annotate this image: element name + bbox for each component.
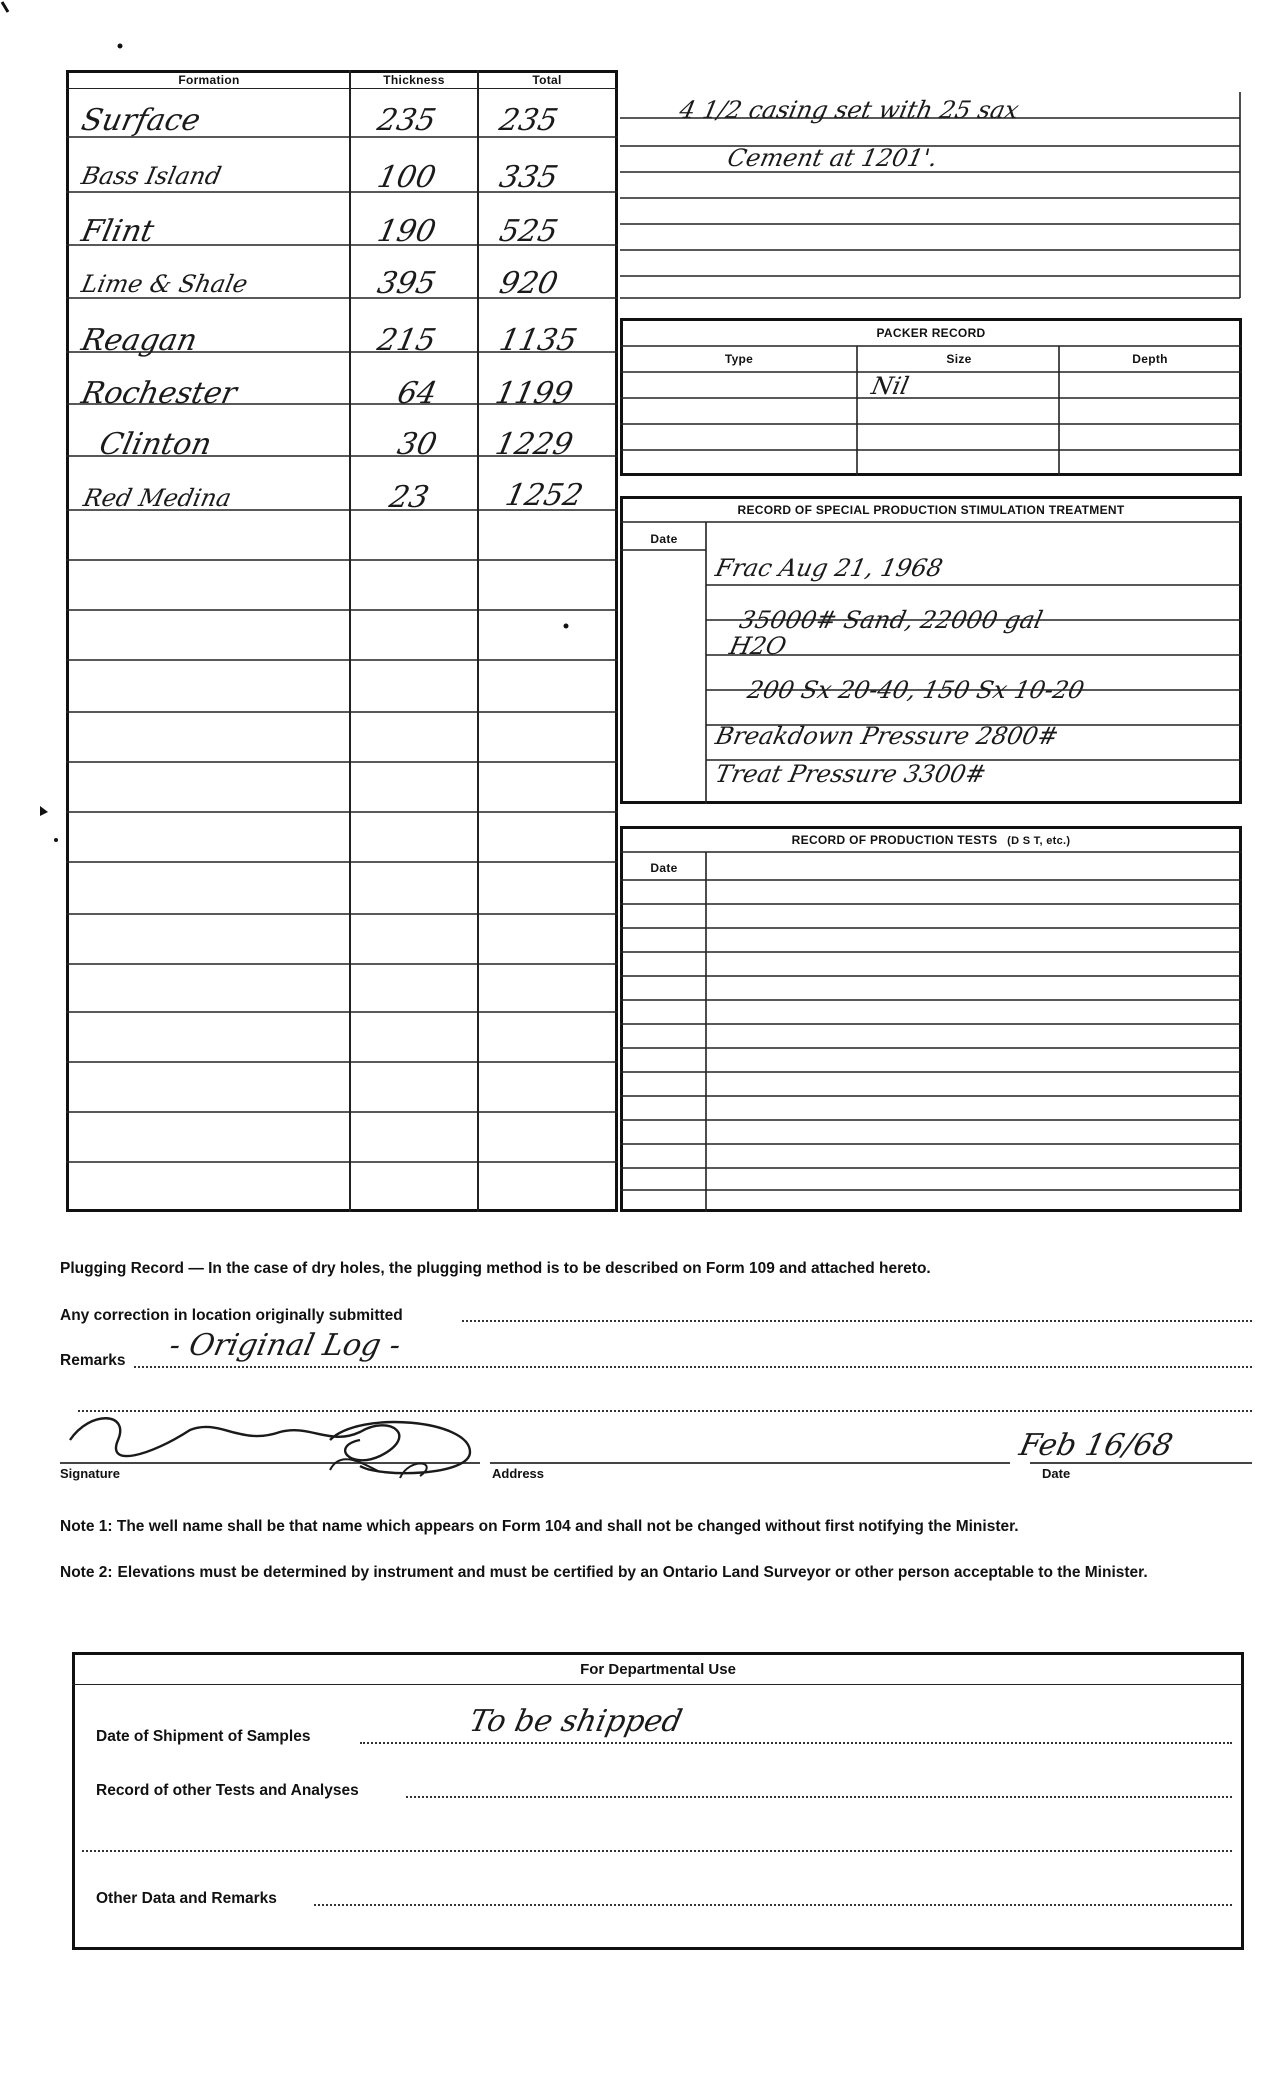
stimulation-line: Breakdown Pressure 2800# [713, 722, 1061, 750]
total-cell: 1229 [492, 427, 577, 462]
note-1-text: The well name shall be that name which appears on Form 104 and shall not be changed without first notifying the Minister. [116, 1518, 1019, 1535]
formation-cell: Reagan [78, 323, 201, 358]
address-label: Address [492, 1466, 545, 1481]
packer-type-header: Type [724, 352, 754, 366]
plugging-record-text: In the case of dry holes, the plugging method is to be described on Form 109 and attached hereto. [208, 1260, 931, 1277]
total-cell: 525 [496, 214, 561, 249]
shipment-line [360, 1742, 1232, 1744]
note-1 [60, 1516, 1250, 1537]
production-tests-title-suffix: (D S T, etc.) [1007, 835, 1071, 847]
plugging-record-dash: — [188, 1260, 209, 1277]
total-cell: 920 [496, 266, 561, 301]
total-cell: 235 [496, 103, 561, 138]
shipment-value: To be shipped [466, 1704, 686, 1739]
formation-cell: Lime & Shale [79, 270, 251, 298]
stimulation-line: 200 Sx 20-40, 150 Sx 10-20 [745, 676, 1087, 704]
remarks-label: Remarks [60, 1352, 126, 1369]
tests-label: Record of other Tests and Analyses [96, 1782, 359, 1799]
note-2-text: Elevations must be determined by instrument and must be certified by an Ontario Land Surveyor or other person acceptable to the Minister. [117, 1564, 1148, 1581]
production-tests-title-text: RECORD OF PRODUCTION TESTS [791, 833, 998, 847]
tests-line-2 [82, 1850, 1232, 1852]
packer-depth-header: Depth [1132, 352, 1168, 366]
stimulation-line: 35000# Sand, 22000 gal [737, 606, 1046, 634]
thickness-cell: 64 [394, 376, 440, 411]
stimulation-date-header: Date [650, 532, 678, 546]
thickness-cell: 100 [374, 160, 439, 195]
formation-cell: Clinton [96, 427, 215, 462]
other-data-line [314, 1904, 1232, 1906]
thickness-cell: 30 [394, 427, 440, 462]
thickness-cell: 190 [374, 214, 439, 249]
departmental-title: For Departmental Use [580, 1661, 736, 1678]
note-2 [60, 1562, 1250, 1583]
formation-cell: Red Medina [81, 484, 234, 512]
shipment-label: Date of Shipment of Samples [96, 1728, 311, 1745]
correction-label: Any correction in location originally submitted [60, 1307, 403, 1324]
formation-cell: Surface [78, 103, 204, 138]
formation-cell: Rochester [78, 376, 240, 411]
stimulation-line: H2O [727, 632, 789, 660]
thickness-cell: 395 [374, 266, 439, 301]
remarks-value: - Original Log - [166, 1328, 404, 1363]
note-2-label: Note 2: [60, 1564, 113, 1581]
formation-cell: Bass Island [79, 162, 224, 190]
thickness-cell: 235 [374, 103, 439, 138]
packer-size-value: Nil [869, 372, 912, 400]
total-cell: 1199 [492, 376, 577, 411]
tests-line [406, 1796, 1232, 1798]
formation-cell: Flint [78, 214, 158, 249]
signature-label: Signature [60, 1466, 120, 1481]
note-1-label: Note 1: [60, 1518, 113, 1535]
date-value: Feb 16/68 [1016, 1428, 1176, 1463]
total-cell: 1252 [502, 478, 587, 513]
stimulation-title: RECORD OF SPECIAL PRODUCTION STIMULATION TREATMENT [737, 503, 1125, 517]
thickness-header: Thickness [383, 73, 445, 87]
thickness-cell: 215 [374, 323, 439, 358]
production-tests-date-header: Date [650, 861, 678, 875]
total-cell: 335 [496, 160, 561, 195]
departmental-title-rule [72, 1684, 1244, 1685]
total-cell: 1135 [496, 323, 581, 358]
total-header: Total [532, 73, 562, 87]
packer-record-title: PACKER RECORD [876, 326, 986, 340]
plugging-record-label: Plugging Record [60, 1260, 184, 1277]
casing-note-line1: 4 1/2 casing set with 25 sax [677, 96, 1022, 124]
stimulation-line: Treat Pressure 3300# [713, 760, 989, 788]
formation-header: Formation [178, 73, 240, 87]
packer-size-header: Size [946, 352, 972, 366]
other-data-label: Other Data and Remarks [96, 1890, 277, 1907]
date-label: Date [1042, 1466, 1071, 1481]
stimulation-line: Frac Aug 21, 1968 [713, 554, 946, 582]
casing-note-line2: Cement at 1201'. [725, 144, 941, 172]
thickness-cell: 23 [386, 480, 432, 515]
